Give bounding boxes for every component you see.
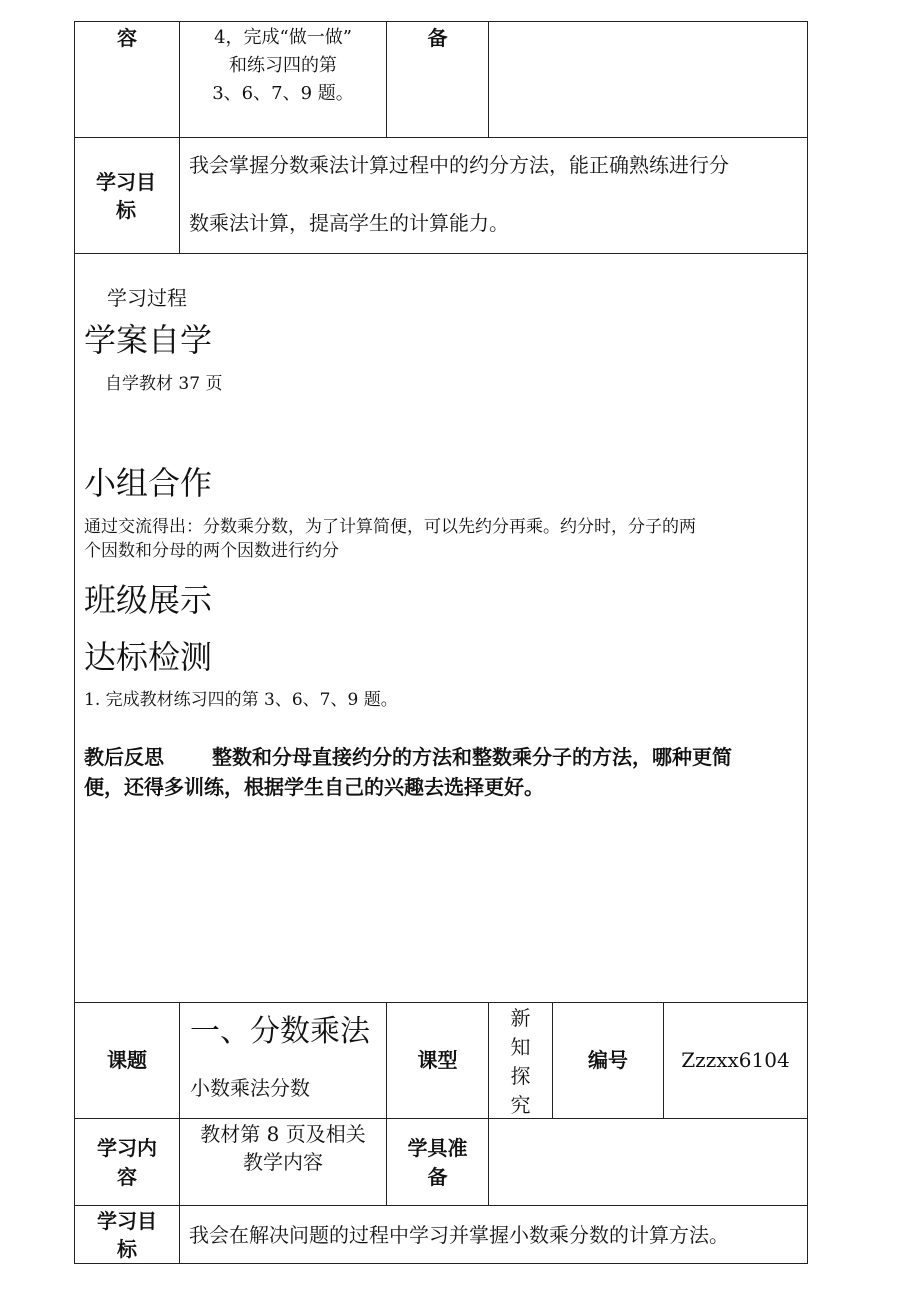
type-value-char: 究 <box>510 1093 531 1117</box>
topic-title: 一、分数乘法 <box>190 1014 370 1049</box>
reflection-text: 整数和分母直接约分的方法和整数乘分子的方法，哪种更简 <box>212 745 732 769</box>
reflection-label: 教后反思 <box>84 745 164 769</box>
goal-line: 我会掌握分数乘法计算过程中的约分方法，能正确熟练进行分 <box>189 153 729 177</box>
group-work-line: 个因数和分母的两个因数进行约分 <box>84 541 339 561</box>
type-value-char: 知 <box>510 1035 531 1059</box>
number-value: Zzzxx6104 <box>681 1048 790 1072</box>
table-border <box>74 21 808 22</box>
type-value <box>489 1004 552 1120</box>
goal-label: 学习目标 <box>96 170 156 222</box>
content-label-partial: 容 <box>117 26 137 50</box>
goal-line: 数乘法计算，提高学生的计算能力。 <box>189 211 509 235</box>
tools-label-partial: 备 <box>427 26 448 50</box>
type-label: 课型 <box>417 1048 458 1072</box>
tools-label <box>387 1134 488 1192</box>
group-work-line: 通过交流得出：分数乘分数，为了计算简便，可以先约分再乘。约分时，分子的两 <box>84 517 696 537</box>
content-label-line: 容 <box>117 1165 137 1189</box>
reflection-line: 便，还得多训练，根据学生自己的兴趣去选择更好。 <box>84 775 544 799</box>
table-border <box>488 21 489 138</box>
table-border <box>74 1002 808 1003</box>
content-line: 3、6、7、9 题。 <box>212 83 354 104</box>
reflection-block <box>84 742 804 802</box>
table-border <box>807 21 808 1264</box>
tools-label-line: 学具准 <box>407 1136 468 1160</box>
goal-label-line: 学习目 <box>97 1209 157 1233</box>
tools-label-line: 备 <box>427 1165 448 1189</box>
table-border <box>74 1263 808 1264</box>
topic-subtitle: 小数乘法分数 <box>190 1076 310 1100</box>
content-cell <box>180 24 386 108</box>
self-study-text: 自学教材 37 页 <box>105 374 223 394</box>
self-study-heading: 学案自学 <box>84 321 213 359</box>
goal-label <box>75 1207 179 1263</box>
check-item: 1. 完成教材练习四的第 3、6、7、9 题。 <box>84 690 398 710</box>
group-work-heading: 小组合作 <box>84 464 213 502</box>
goal-label-line: 标 <box>117 1237 137 1261</box>
content-label-line: 学习内 <box>97 1136 157 1160</box>
content-line: 教学内容 <box>243 1150 323 1174</box>
table-border <box>74 21 75 1264</box>
type-value-char: 探 <box>510 1064 531 1088</box>
class-show-heading: 班级展示 <box>84 581 213 619</box>
goal-text <box>189 150 801 252</box>
topic-label: 课题 <box>107 1048 147 1072</box>
table-border <box>74 253 808 254</box>
content-value <box>180 1120 386 1176</box>
type-value-char: 新 <box>510 1006 531 1030</box>
goal-text: 我会在解决问题的过程中学习并掌握小数乘分数的计算方法。 <box>189 1223 729 1247</box>
number-label: 编号 <box>588 1048 628 1072</box>
group-work-text <box>84 515 804 563</box>
content-label <box>75 1134 179 1192</box>
process-label: 学习过程 <box>107 286 187 310</box>
content-line: 4，完成“做一做” <box>214 27 352 48</box>
table-border <box>74 1118 808 1119</box>
table-border <box>74 1205 808 1206</box>
content-line: 和练习四的第 <box>229 55 337 76</box>
reflection-line <box>84 742 804 772</box>
check-heading: 达标检测 <box>84 638 213 676</box>
content-line: 教材第 8 页及相关 <box>200 1122 366 1146</box>
